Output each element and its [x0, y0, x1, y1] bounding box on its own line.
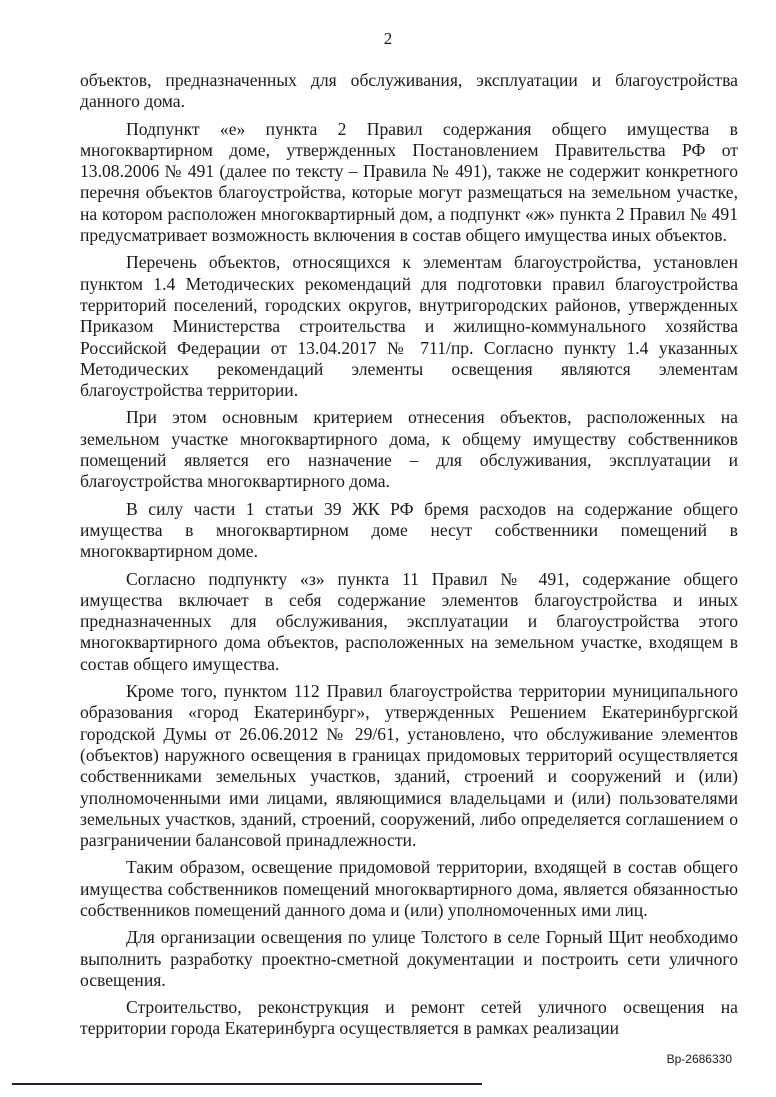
- document-code: Вр-2686330: [666, 1052, 732, 1066]
- paragraph-4: При этом основным критерием отнесения объектов, расположенных на земельном участке многоквартирного дома, к общему имуществу собственников помещений является его назначение – для обслуживания, эксплуатации и благоустройства многоквартирного дома.: [80, 407, 738, 492]
- footer-divider: [12, 1083, 482, 1085]
- paragraph-3: Перечень объектов, относящихся к элементам благоустройства, установлен пунктом 1.4 Методических рекомендаций для подготовки правил благоустройства территорий поселений, городских округов, внутригородских районов, утвержденных Приказом Министерства строительства и жилищно-коммунального хозяйства Российской Федерации от 13.04.2017 № 711/пр. Согласно пункту 1.4 указанных Методических рекомендаций элементы освещения являются элементам благоустройства территории.: [80, 252, 738, 401]
- paragraph-9: Для организации освещения по улице Толстого в селе Горный Щит необходимо выполнить разработку проектно-сметной документации и построить сети уличного освещения.: [80, 927, 738, 990]
- paragraph-10: Строительство, реконструкция и ремонт сетей уличного освещения на территории города Екатеринбурга осуществляется в рамках реализации: [80, 997, 738, 1039]
- paragraph-8: Таким образом, освещение придомовой территории, входящей в состав общего имущества собственников помещений многоквартирного дома, является обязанностью собственников помещений данного дома и (или) уполномоченных ими лиц.: [80, 857, 738, 920]
- paragraph-6: Согласно подпункту «з» пункта 11 Правил № 491, содержание общего имущества включает в себя содержание элементов благоустройства и иных предназначенных для обслуживания, эксплуатации и благоустройства этого многоквартирного дома объектов, расположенных на земельном участке, входящем в состав общего имущества.: [80, 568, 738, 674]
- paragraph-2: Подпункт «е» пункта 2 Правил содержания общего имущества в многоквартирном доме, утвержденных Постановлением Правительства РФ от 13.08.2006 № 491 (далее по тексту – Правила № 491), также не содержит конкретного перечня объектов благоустройства, которые могут размещаться на земельном участке, на котором расположен многоквартирный дом, а подпункт «ж» пункта 2 Правил № 491 предусматривает возможность включения в состав общего имущества иных объектов.: [80, 118, 738, 246]
- document-body: [80, 70, 738, 1046]
- paragraph-5: В силу части 1 статьи 39 ЖК РФ бремя расходов на содержание общего имущества в многоквартирном доме несут собственники помещений в многоквартирном доме.: [80, 498, 738, 562]
- page-number: 2: [383, 29, 393, 48]
- paragraph-1: объектов, предназначенных для обслуживания, эксплуатации и благоустройства данного дома.: [80, 70, 738, 112]
- paragraph-7: Кроме того, пунктом 112 Правил благоустройства территории муниципального образования «город Екатеринбург», утвержденных Решением Екатеринбургской городской Думы от 26.06.2012 № 29/61, установлено, что обслуживание элементов (объектов) наружного освещения в границах придомовых территорий осуществляется собственниками земельных участков, зданий, строений и сооружений и (или) уполномоченными ими лицами, являющимися владельцами и (или) пользователями земельных участков, зданий, строений, сооружений, либо определяется соглашением о разграничении балансовой принадлежности.: [80, 681, 738, 851]
